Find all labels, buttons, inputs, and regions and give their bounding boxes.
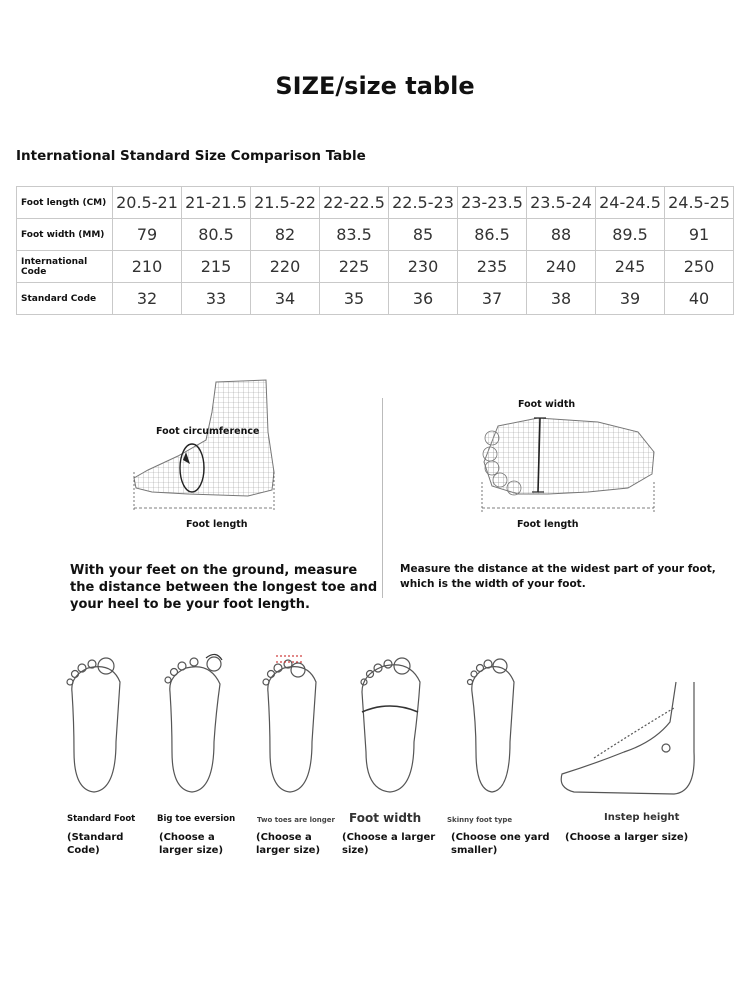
two-toes-longer-outline	[263, 656, 316, 792]
table-cell: 80.5	[182, 219, 251, 251]
table-cell: 38	[527, 283, 596, 315]
table-cell: 245	[596, 251, 665, 283]
foot-type-name-standard: Standard Foot	[67, 814, 136, 824]
foot-type-name-instep: Instep height	[604, 812, 680, 823]
foot-type-note-foot-width: (Choose a larger size)	[342, 832, 436, 856]
foot-length-label-right: Foot length	[517, 519, 579, 530]
table-title: International Standard Size Comparison Table	[16, 148, 366, 164]
page-title: SIZE/size table	[275, 72, 475, 100]
foot-length-instructions: With your feet on the ground, measure the distance between the longest toe and your heel to be your foot length.	[70, 563, 378, 612]
table-row	[17, 251, 734, 283]
foot-type-name-big-toe: Big toe eversion	[157, 814, 236, 824]
foot-type-name-foot-width: Foot width	[349, 811, 422, 825]
row-label: Foot width (MM)	[17, 219, 113, 251]
side-foot-illustration	[128, 372, 278, 524]
row-label: International Code	[17, 251, 113, 283]
table-cell: 86.5	[458, 219, 527, 251]
table-cell: 32	[113, 283, 182, 315]
table-cell: 79	[113, 219, 182, 251]
table-cell: 40	[665, 283, 734, 315]
table-cell: 215	[182, 251, 251, 283]
foot-width-outline	[361, 658, 420, 792]
table-cell: 34	[251, 283, 320, 315]
foot-width-label: Foot width	[518, 399, 576, 410]
skinny-foot-outline	[468, 659, 515, 792]
table-cell: 82	[251, 219, 320, 251]
table-cell: 33	[182, 283, 251, 315]
big-toe-eversion-outline	[165, 654, 222, 792]
foot-circumference-label: Foot circumference	[156, 426, 260, 437]
table-cell: 23-23.5	[458, 187, 527, 219]
table-cell: 235	[458, 251, 527, 283]
table-cell: 21.5-22	[251, 187, 320, 219]
foot-width-instructions: Measure the distance at the widest part of your foot, which is the width of your foot.	[400, 563, 716, 590]
table-cell: 22-22.5	[320, 187, 389, 219]
instep-height-outline	[561, 682, 694, 794]
table-cell: 83.5	[320, 219, 389, 251]
table-cell: 210	[113, 251, 182, 283]
table-cell: 37	[458, 283, 527, 315]
table-row	[17, 187, 734, 219]
foot-type-note-standard: (Standard Code)	[67, 832, 124, 856]
foot-type-note-big-toe: (Choose a larger size)	[159, 832, 224, 856]
table-cell: 85	[389, 219, 458, 251]
table-cell: 89.5	[596, 219, 665, 251]
foot-length-label-left: Foot length	[186, 519, 248, 530]
table-cell: 250	[665, 251, 734, 283]
table-cell: 88	[527, 219, 596, 251]
foot-type-note-instep: (Choose a larger size)	[565, 832, 689, 843]
table-row	[17, 219, 734, 251]
standard-foot-outline	[67, 658, 120, 792]
table-cell: 36	[389, 283, 458, 315]
table-cell: 220	[251, 251, 320, 283]
table-cell: 23.5-24	[527, 187, 596, 219]
foot-type-note-skinny: (Choose one yard smaller)	[451, 832, 550, 856]
table-cell: 225	[320, 251, 389, 283]
table-cell: 22.5-23	[389, 187, 458, 219]
table-cell: 20.5-21	[113, 187, 182, 219]
table-cell: 21-21.5	[182, 187, 251, 219]
foot-type-name-skinny: Skinny foot type	[447, 816, 513, 824]
top-foot-illustration	[478, 412, 678, 524]
foot-type-note-two-toes: (Choose a larger size)	[256, 832, 321, 856]
vertical-divider	[382, 398, 383, 598]
table-cell: 24.5-25	[665, 187, 734, 219]
row-label: Foot length (CM)	[17, 187, 113, 219]
table-cell: 35	[320, 283, 389, 315]
foot-type-illustrations	[60, 652, 740, 802]
row-label: Standard Code	[17, 283, 113, 315]
table-cell: 24-24.5	[596, 187, 665, 219]
table-cell: 240	[527, 251, 596, 283]
size-comparison-table	[16, 186, 734, 315]
foot-type-name-two-toes: Two toes are longer	[257, 816, 335, 824]
table-row	[17, 283, 734, 315]
table-cell: 91	[665, 219, 734, 251]
table-cell: 39	[596, 283, 665, 315]
table-cell: 230	[389, 251, 458, 283]
